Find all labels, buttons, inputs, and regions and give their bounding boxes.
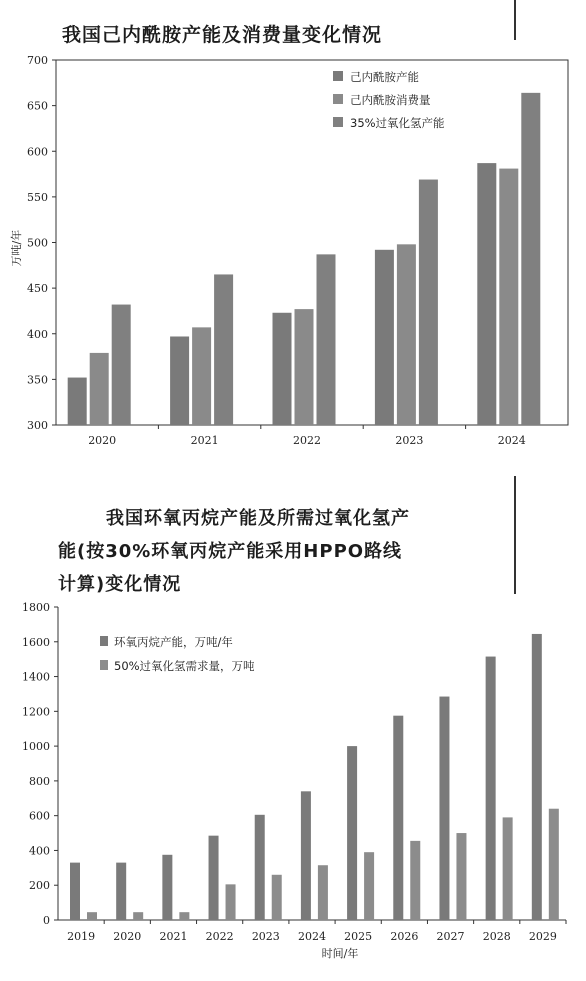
chart1-x-tick-label: 2023 [395, 434, 424, 447]
chart2-x-tick-label: 2019 [67, 930, 96, 943]
chart1-y-tick-label: 450 [27, 282, 48, 296]
chart2-bar [549, 809, 559, 920]
chart2-y-tick-label: 1600 [22, 635, 50, 649]
chart2-bar [301, 791, 311, 920]
chart1-y-tick-label: 350 [27, 373, 48, 387]
chart2-bar [486, 657, 496, 920]
chart1-title: 我国己内酰胺产能及消费量变化情况 [62, 24, 383, 46]
chart1-x-tick-label: 2024 [497, 434, 526, 447]
chart2-y-tick-label: 1400 [22, 670, 50, 684]
chart2-x-tick-label: 2029 [528, 930, 557, 943]
chart2-bar [347, 746, 357, 920]
chart2-bar [255, 815, 265, 920]
chart2-bar [179, 912, 189, 920]
chart2-bar [162, 855, 172, 920]
chart2-bar [503, 817, 513, 920]
chart2-bar [70, 863, 80, 920]
chart2-y-tick-label: 1800 [22, 601, 50, 614]
chart1-x-tick-label: 2022 [293, 434, 321, 447]
chart2-bar [393, 716, 403, 920]
chart1-y-tick-label: 600 [27, 145, 48, 159]
chart2-x-tick-label: 2020 [113, 930, 142, 943]
chart2-x-tick-label: 2023 [251, 930, 280, 943]
chart2-bar [87, 912, 97, 920]
chart1-y-tick-label: 500 [27, 236, 48, 250]
chart1-legend-label: 35%过氧化氢产能 [350, 116, 445, 130]
chart1-y-tick-label: 700 [27, 54, 48, 67]
chart2-y-tick-label: 800 [29, 774, 50, 788]
chart2-x-tick-label: 2024 [298, 930, 326, 943]
chart1-y-tick-label: 550 [27, 190, 48, 204]
chart1-legend-label: 己内酰胺消费量 [350, 93, 431, 107]
chart2-x-tick-label: 2027 [436, 930, 465, 943]
chart2-legend-swatch [100, 660, 108, 670]
chart2-bar [439, 697, 449, 920]
chart1-legend-label: 己内酰胺产能 [350, 70, 419, 84]
chart1-x-tick-label: 2020 [88, 434, 117, 447]
chart1-y-tick-label: 650 [27, 99, 48, 113]
chart2-y-tick-label: 200 [29, 879, 50, 893]
chart1-x-tick-label: 2021 [190, 434, 219, 447]
chart2-bar [133, 912, 143, 920]
chart2-bar [318, 865, 328, 920]
chart2-bar [364, 852, 374, 920]
chart1-y-tick-label: 400 [27, 327, 48, 341]
chart2-x-tick-label: 2021 [159, 930, 188, 943]
chart2-legend-label: 50%过氧化氢需求量，万吨 [114, 659, 255, 673]
chart2-y-tick-label: 1200 [22, 705, 50, 719]
chart2-bar [116, 863, 126, 920]
chart2-legend-swatch [100, 636, 108, 646]
chart2-bar [226, 884, 236, 920]
chart2-bar [272, 875, 282, 920]
chart2-bar [532, 634, 542, 920]
chart2-x-tick-label: 2022 [205, 930, 234, 943]
chart2-bar [410, 841, 420, 920]
chart1-y-axis-label: 万吨/年 [10, 229, 23, 267]
chart2-x-tick-label: 2028 [482, 930, 511, 943]
chart2-y-tick-label: 0 [43, 914, 50, 927]
chart2-y-tick-label: 1000 [22, 740, 50, 754]
chart2-bar [456, 833, 466, 920]
chart2-title-line1: 我国环氧丙烷产能及所需过氧化氢产 [106, 508, 410, 529]
chart2-title-line3: 计算)变化情况 [58, 574, 182, 595]
chart2-title-line2: 能(按30%环氧丙烷产能采用HPPO路线 [58, 541, 403, 562]
chart2-bar [209, 836, 219, 920]
chart2-x-tick-label: 2025 [344, 930, 373, 943]
chart2-y-tick-label: 600 [29, 809, 50, 823]
chart2-x-tick-label: 2026 [390, 930, 419, 943]
chart2-legend-label: 环氧丙烷产能，万吨/年 [114, 635, 233, 649]
chart2-x-axis-label: 时间/年 [321, 947, 359, 960]
chart2-y-tick-label: 400 [29, 844, 50, 858]
chart1-y-tick-label: 300 [27, 419, 48, 432]
